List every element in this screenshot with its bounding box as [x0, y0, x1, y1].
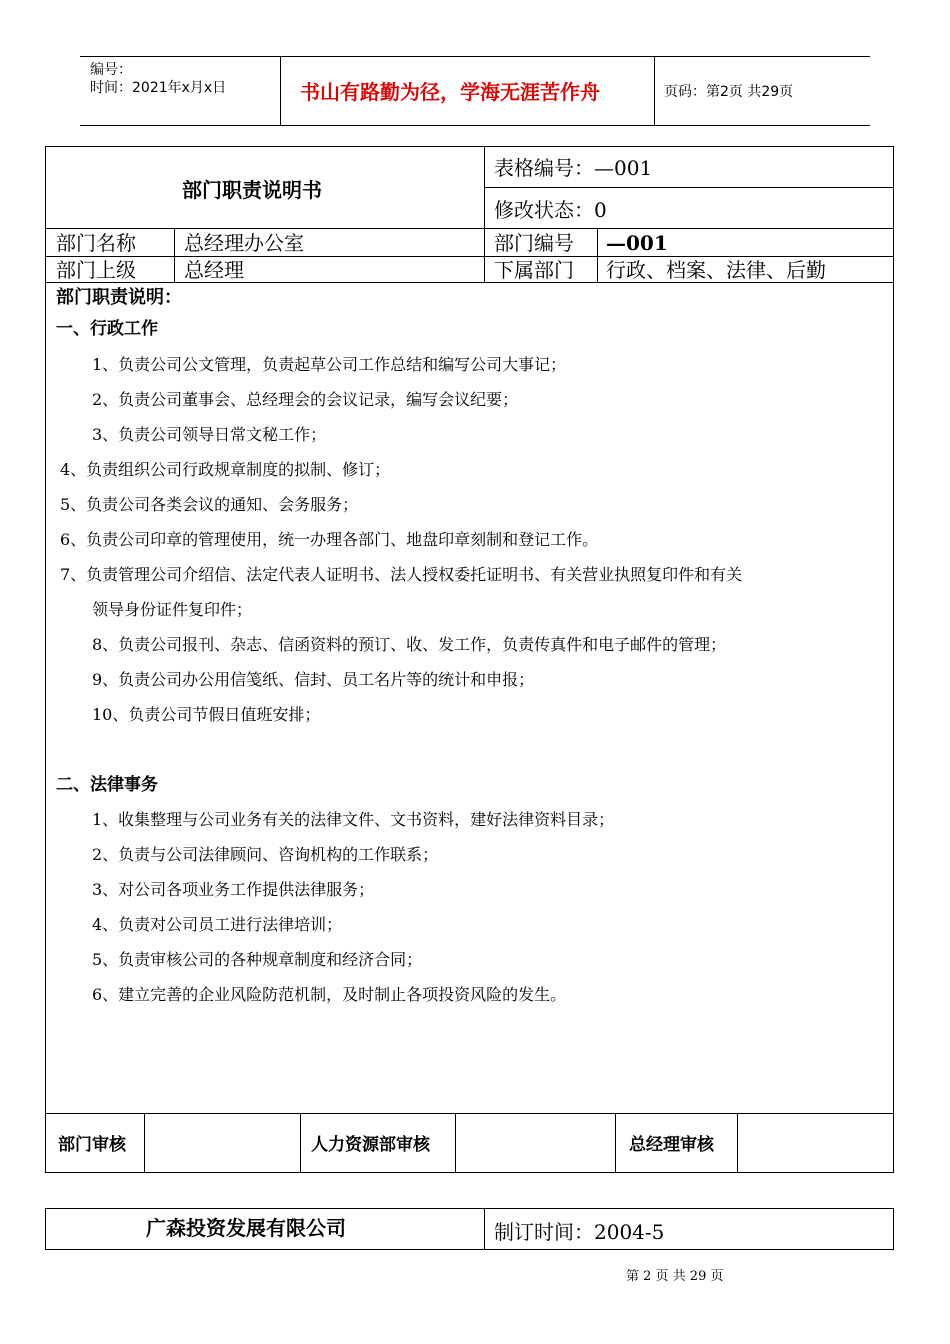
document-number-label: 编号： [90, 62, 132, 78]
gm-approval-label: 总经理审核 [629, 1135, 714, 1155]
duty-item: 2、负责与公司法律顾问、咨询机构的工作联系； [92, 845, 439, 864]
divider [455, 1113, 456, 1172]
duty-item: 2、负责公司董事会、总经理会的会议记录，编写会议纪要； [92, 390, 519, 409]
divider [46, 282, 893, 283]
revision-status: 修改状态：0 [494, 198, 607, 222]
divider [174, 228, 175, 282]
divider [484, 1209, 485, 1249]
dept-number-label: 部门编号 [494, 231, 574, 255]
duty-item: 6、建立完善的企业风险防范机制，及时制止各项投资风险的发生。 [92, 985, 567, 1004]
revision-date: 制订时间：2004-5 [494, 1220, 665, 1244]
form-table [45, 146, 894, 1173]
dept-approval-label: 部门审核 [58, 1135, 126, 1155]
header-divider [654, 57, 655, 125]
duty-item: 1、收集整理与公司业务有关的法律文件、文书资料，建好法律资料目录； [92, 810, 615, 829]
duty-item: 9、负责公司办公用信笺纸、信封、员工名片等的统计和申报； [92, 670, 535, 689]
duty-item: 10、负责公司节假日值班安排； [92, 705, 321, 724]
header-divider [280, 57, 281, 125]
dept-number-value: —001 [606, 231, 668, 255]
superior-label: 部门上级 [56, 258, 136, 282]
superior-value: 总经理 [184, 258, 244, 282]
company-name: 广森投资发展有限公司 [146, 1216, 346, 1240]
divider [300, 1113, 301, 1172]
divider [615, 1113, 616, 1172]
dept-name-label: 部门名称 [56, 231, 136, 255]
section-title: 一、行政工作 [56, 319, 158, 339]
duty-item: 领导身份证件复印件； [92, 600, 253, 619]
duty-item: 6、负责公司印章的管理使用，统一办理各部门、地盘印章刻制和登记工作。 [60, 530, 599, 549]
dept-name-value: 总经理办公室 [184, 231, 304, 255]
duty-item: 7、负责管理公司介绍信、法定代表人证明书、法人授权委托证明书、有关营业执照复印件和有关 [60, 565, 743, 584]
section-title: 二、法律事务 [56, 775, 158, 795]
duty-item: 3、对公司各项业务工作提供法律服务； [92, 880, 375, 899]
duty-item: 8、负责公司报刊、杂志、信函资料的预订、收、发工作，负责传真件和电子邮件的管理； [92, 635, 727, 654]
form-number: 表格编号：—001 [494, 156, 653, 180]
duty-item: 5、负责审核公司的各种规章制度和经济合同； [92, 950, 423, 969]
sub-depts-label: 下属部门 [494, 258, 574, 282]
duty-item: 3、负责公司领导日常文秘工作； [92, 425, 327, 444]
divider [46, 1113, 893, 1114]
duty-item: 4、负责组织公司行政规章制度的拟制、修订； [60, 460, 391, 479]
divider [484, 187, 893, 188]
divider [597, 228, 598, 282]
divider [144, 1113, 145, 1172]
form-title: 部门职责说明书 [182, 178, 322, 202]
document-header [80, 56, 870, 126]
duty-item: 5、负责公司各类会议的通知、会务服务； [60, 495, 359, 514]
divider [484, 147, 485, 282]
page-info: 页码：第2页 共29页 [664, 84, 794, 100]
document-time: 时间：2021年x月x日 [90, 80, 227, 96]
duty-item: 1、负责公司公文管理，负责起草公司工作总结和编写公司大事记； [92, 355, 567, 374]
divider [737, 1113, 738, 1172]
sub-depts-value: 行政、档案、法律、后勤 [606, 258, 826, 282]
page-footer: 第 2 页 共 29 页 [626, 1269, 724, 1284]
hr-approval-label: 人力资源部审核 [311, 1135, 430, 1155]
duties-heading: 部门职责说明： [56, 287, 182, 308]
duty-item: 4、负责对公司员工进行法律培训； [92, 915, 343, 934]
motto: 书山有路勤为径，学海无涯苦作舟 [300, 80, 600, 104]
footer-box [45, 1208, 894, 1250]
